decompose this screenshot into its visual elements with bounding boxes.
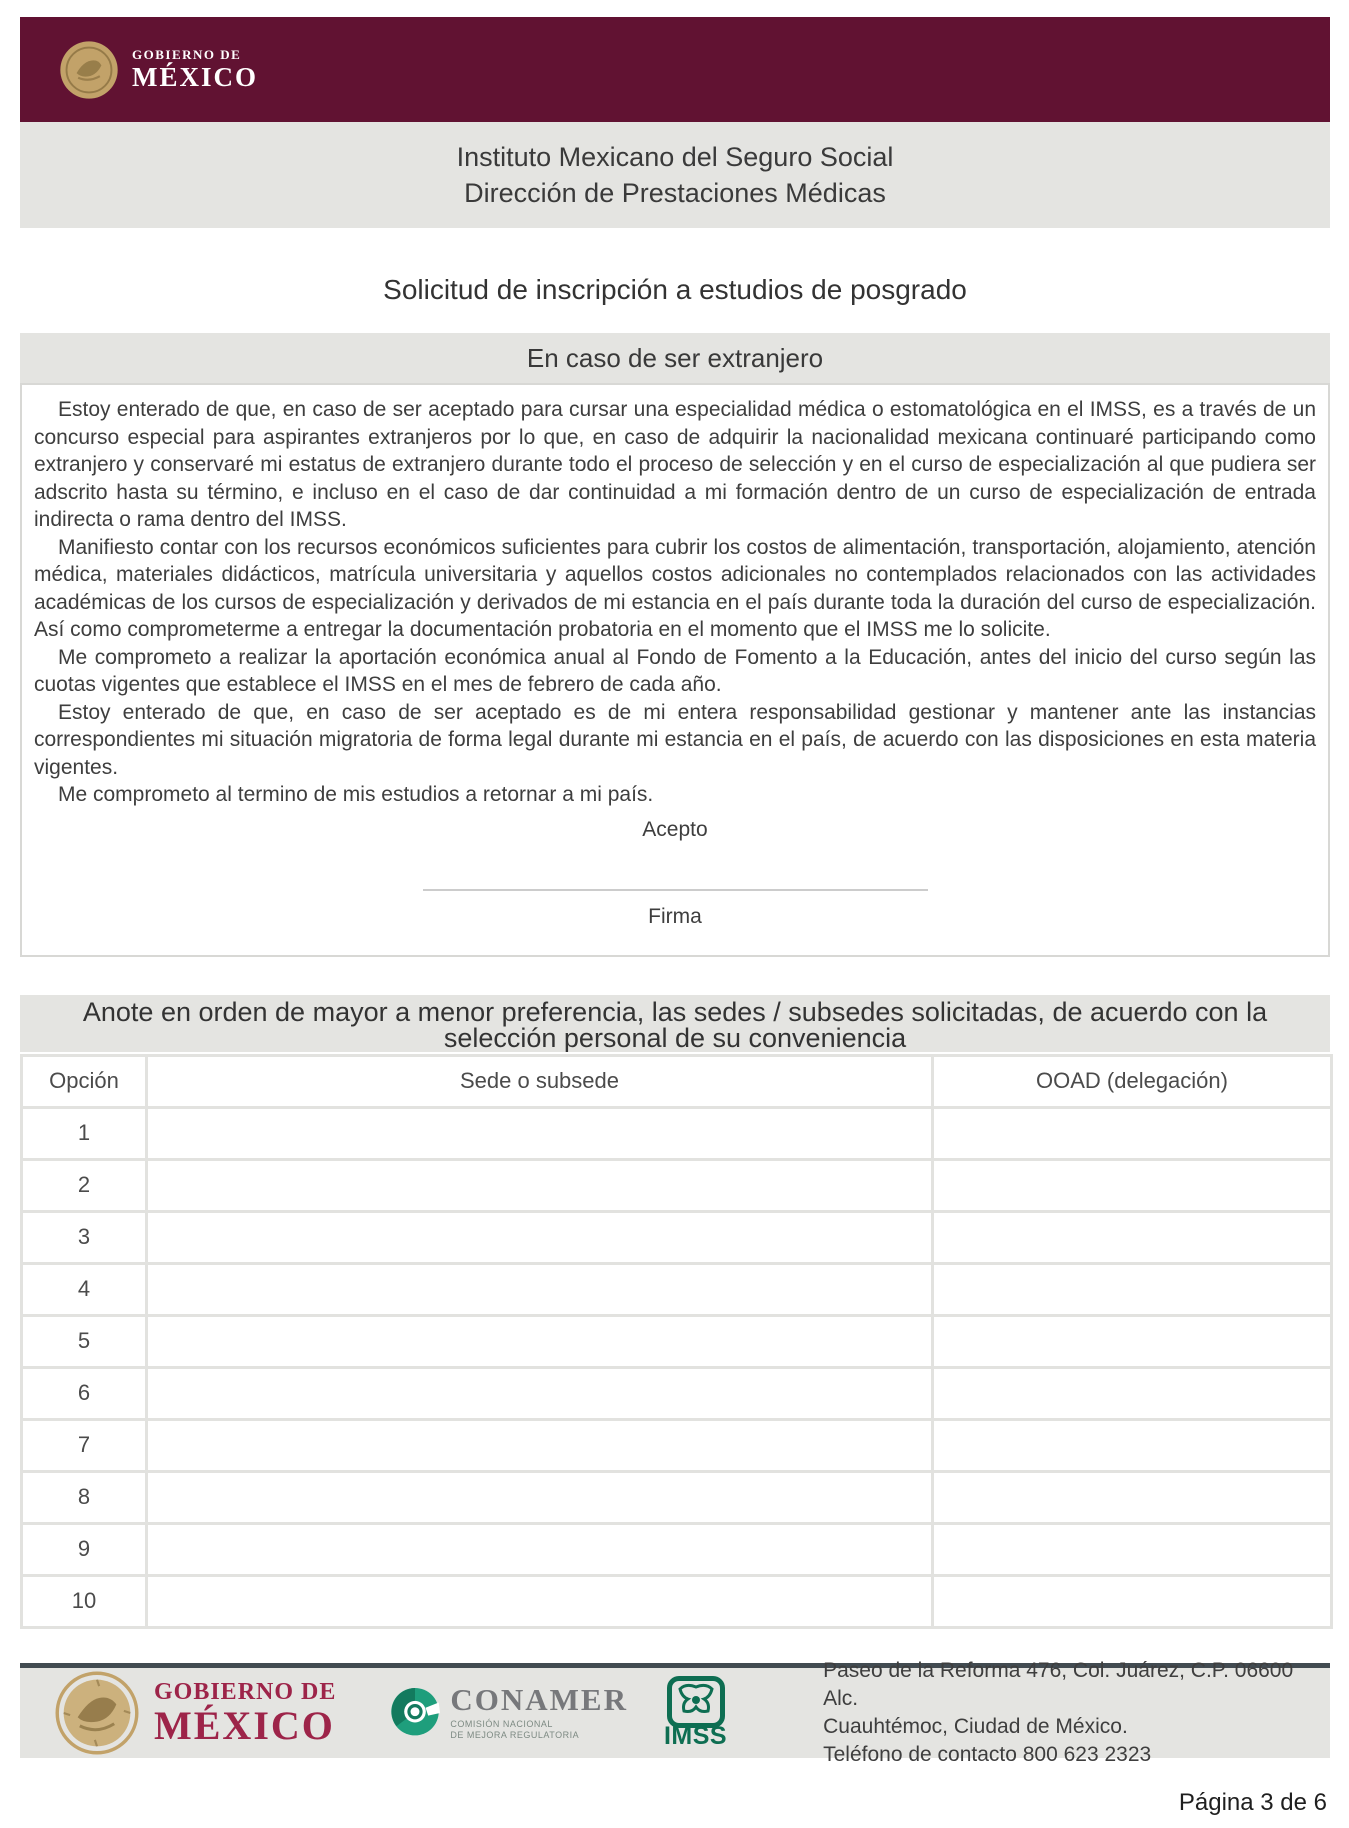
sede-input-cell[interactable] [147,1107,933,1159]
ooad-input-cell[interactable] [933,1575,1332,1627]
preferences-table-heading: Anote en orden de mayor a menor preferencia, las sedes / subsedes solicitadas, de acuerdo con la selección personal de su conveniencia [20,995,1330,1052]
conamer-subtitle-line1: COMISIÓN NACIONAL [450,1719,553,1729]
option-number-cell: 6 [22,1367,147,1419]
sede-input-cell[interactable] [147,1211,933,1263]
sede-input-cell[interactable] [147,1159,933,1211]
mexico-eagle-seal-icon [58,39,120,101]
institution-bar [20,122,1330,228]
sede-input-cell[interactable] [147,1315,933,1367]
option-number-cell: 4 [22,1263,147,1315]
address-line: Cuauhtémoc, Ciudad de México. [823,1714,1128,1738]
sede-input-cell[interactable] [147,1575,933,1627]
address-line: Paseo de la Reforma 476, Col. Juárez, C.P. 06600 Alc. [823,1658,1294,1710]
foreigner-paragraph: Me comprometo al termino de mis estudios a retornar a mi país. [58,783,654,806]
gobierno-mexico-logo [58,39,258,101]
brand-wordmark [132,48,258,91]
brand-wordmark-small: GOBIERNO DE [132,47,242,62]
table-row [22,1367,1332,1419]
footer-bar [20,1658,1330,1766]
footer-address [823,1657,1330,1769]
accept-label: Acepto [642,817,708,841]
column-header-sede: Sede o subsede [147,1055,933,1107]
table-row [22,1575,1332,1627]
sede-input-cell[interactable] [147,1471,933,1523]
option-number-cell: 5 [22,1315,147,1367]
ooad-input-cell[interactable] [933,1263,1332,1315]
table-row [22,1263,1332,1315]
imss-eagle-glyph [672,1681,720,1723]
address-line: Teléfono de contacto 800 623 2323 [823,1742,1152,1766]
table-row [22,1471,1332,1523]
table-row [22,1523,1332,1575]
page-title: Solicitud de inscripción a estudios de posgrado [383,274,967,305]
mexico-eagle-seal-icon [54,1670,140,1756]
footer-wordmark-small: GOBIERNO DE [154,1678,337,1705]
signature-label: Firma [648,904,702,928]
ooad-input-cell[interactable] [933,1523,1332,1575]
column-header-ooad: OOAD (delegación) [933,1055,1332,1107]
table-row [22,1315,1332,1367]
conamer-label: CONAMER [450,1682,628,1717]
table-row [22,1107,1332,1159]
foreigner-section-header: En caso de ser extranjero [20,333,1330,383]
brand-wordmark-large: MÉXICO [132,62,258,92]
option-number-cell: 8 [22,1471,147,1523]
option-number-cell: 3 [22,1211,147,1263]
institution-name: Instituto Mexicano del Seguro Social [456,142,894,172]
signature-area [34,889,1316,929]
conamer-icon [388,1684,442,1742]
foreigner-paragraph: Estoy enterado de que, en caso de ser aceptado es de mi entera responsabilidad gestionar y mantener ante las instancias correspondientes mi situación migratoria de forma legal durante mi estancia en el país, de acuerdo con las disposiciones en esta materia vigentes. [34,700,1316,779]
option-number-cell: 9 [22,1523,147,1575]
ooad-input-cell[interactable] [933,1367,1332,1419]
foreigner-paragraph: Manifiesto contar con los recursos económicos suficientes para cubrir los costos de alimentación, transportación, alojamiento, atención médica, materiales didácticos, matrícula universitaria y aquellos costos adicionales no contemplados relacionados con las actividades académicas de los cursos de especialización y derivados de mi estancia en el país durante toda la duración del curso de especialización. Así como comprometerme a entregar la documentación probatoria en el momento que el IMSS me lo solicite. [34,535,1316,641]
footer-wordmark-large: MÉXICO [154,1702,335,1748]
option-number-cell: 2 [22,1159,147,1211]
imss-logo [664,1676,727,1749]
sede-input-cell[interactable] [147,1263,933,1315]
option-number-cell: 7 [22,1419,147,1471]
sede-input-cell[interactable] [147,1419,933,1471]
table-header-row [22,1055,1332,1107]
conamer-subtitle [450,1719,628,1741]
foreigner-paragraph: Estoy enterado de que, en caso de ser aceptado para cursar una especialidad médica o estomatológica en el IMSS, es a través de un concurso especial para aspirantes extranjeros por lo que, en caso de adquirir la nacionalidad mexicana continuaré participando como extranjero y conservaré mi estatus de extranjero durante todo el proceso de selección y en el curso de especialización al que pudiera ser adscrito hasta su término, e incluso en el caso de dar continuidad a mi formación dentro de un curso de especialización de entrada indirecta o rama dentro del IMSS. [34,398,1316,531]
option-number-cell: 10 [22,1575,147,1627]
conamer-subtitle-line2: DE MEJORA REGULATORIA [450,1730,580,1740]
imss-icon [667,1676,725,1728]
page-footer [20,1658,1330,1766]
foreigner-section-body [20,383,1330,957]
ooad-input-cell[interactable] [933,1419,1332,1471]
ooad-input-cell[interactable] [933,1471,1332,1523]
sede-input-cell[interactable] [147,1523,933,1575]
header-brand-bar [20,17,1330,122]
ooad-input-cell[interactable] [933,1211,1332,1263]
table-row [22,1211,1332,1263]
option-number-cell: 1 [22,1107,147,1159]
page-number: Página 3 de 6 [1178,1789,1327,1816]
ooad-input-cell[interactable] [933,1159,1332,1211]
footer-gobierno-wordmark [154,1680,336,1746]
imss-label: IMSS [663,1722,728,1750]
sede-input-cell[interactable] [147,1367,933,1419]
table-row [22,1419,1332,1471]
document-page [20,17,1330,1766]
preferences-table [20,1054,1333,1629]
conamer-logo [388,1684,628,1742]
signature-line[interactable] [423,889,928,891]
ooad-input-cell[interactable] [933,1107,1332,1159]
column-header-opcion: Opción [22,1055,147,1107]
institution-direction: Dirección de Prestaciones Médicas [464,178,886,208]
foreigner-paragraph: Me comprometo a realizar la aportación económica anual al Fondo de Fomento a la Educación, antes del inicio del curso según las cuotas vigentes que establece el IMSS en el mes de febrero de cada año. [34,645,1316,696]
ooad-input-cell[interactable] [933,1315,1332,1367]
table-row [22,1159,1332,1211]
